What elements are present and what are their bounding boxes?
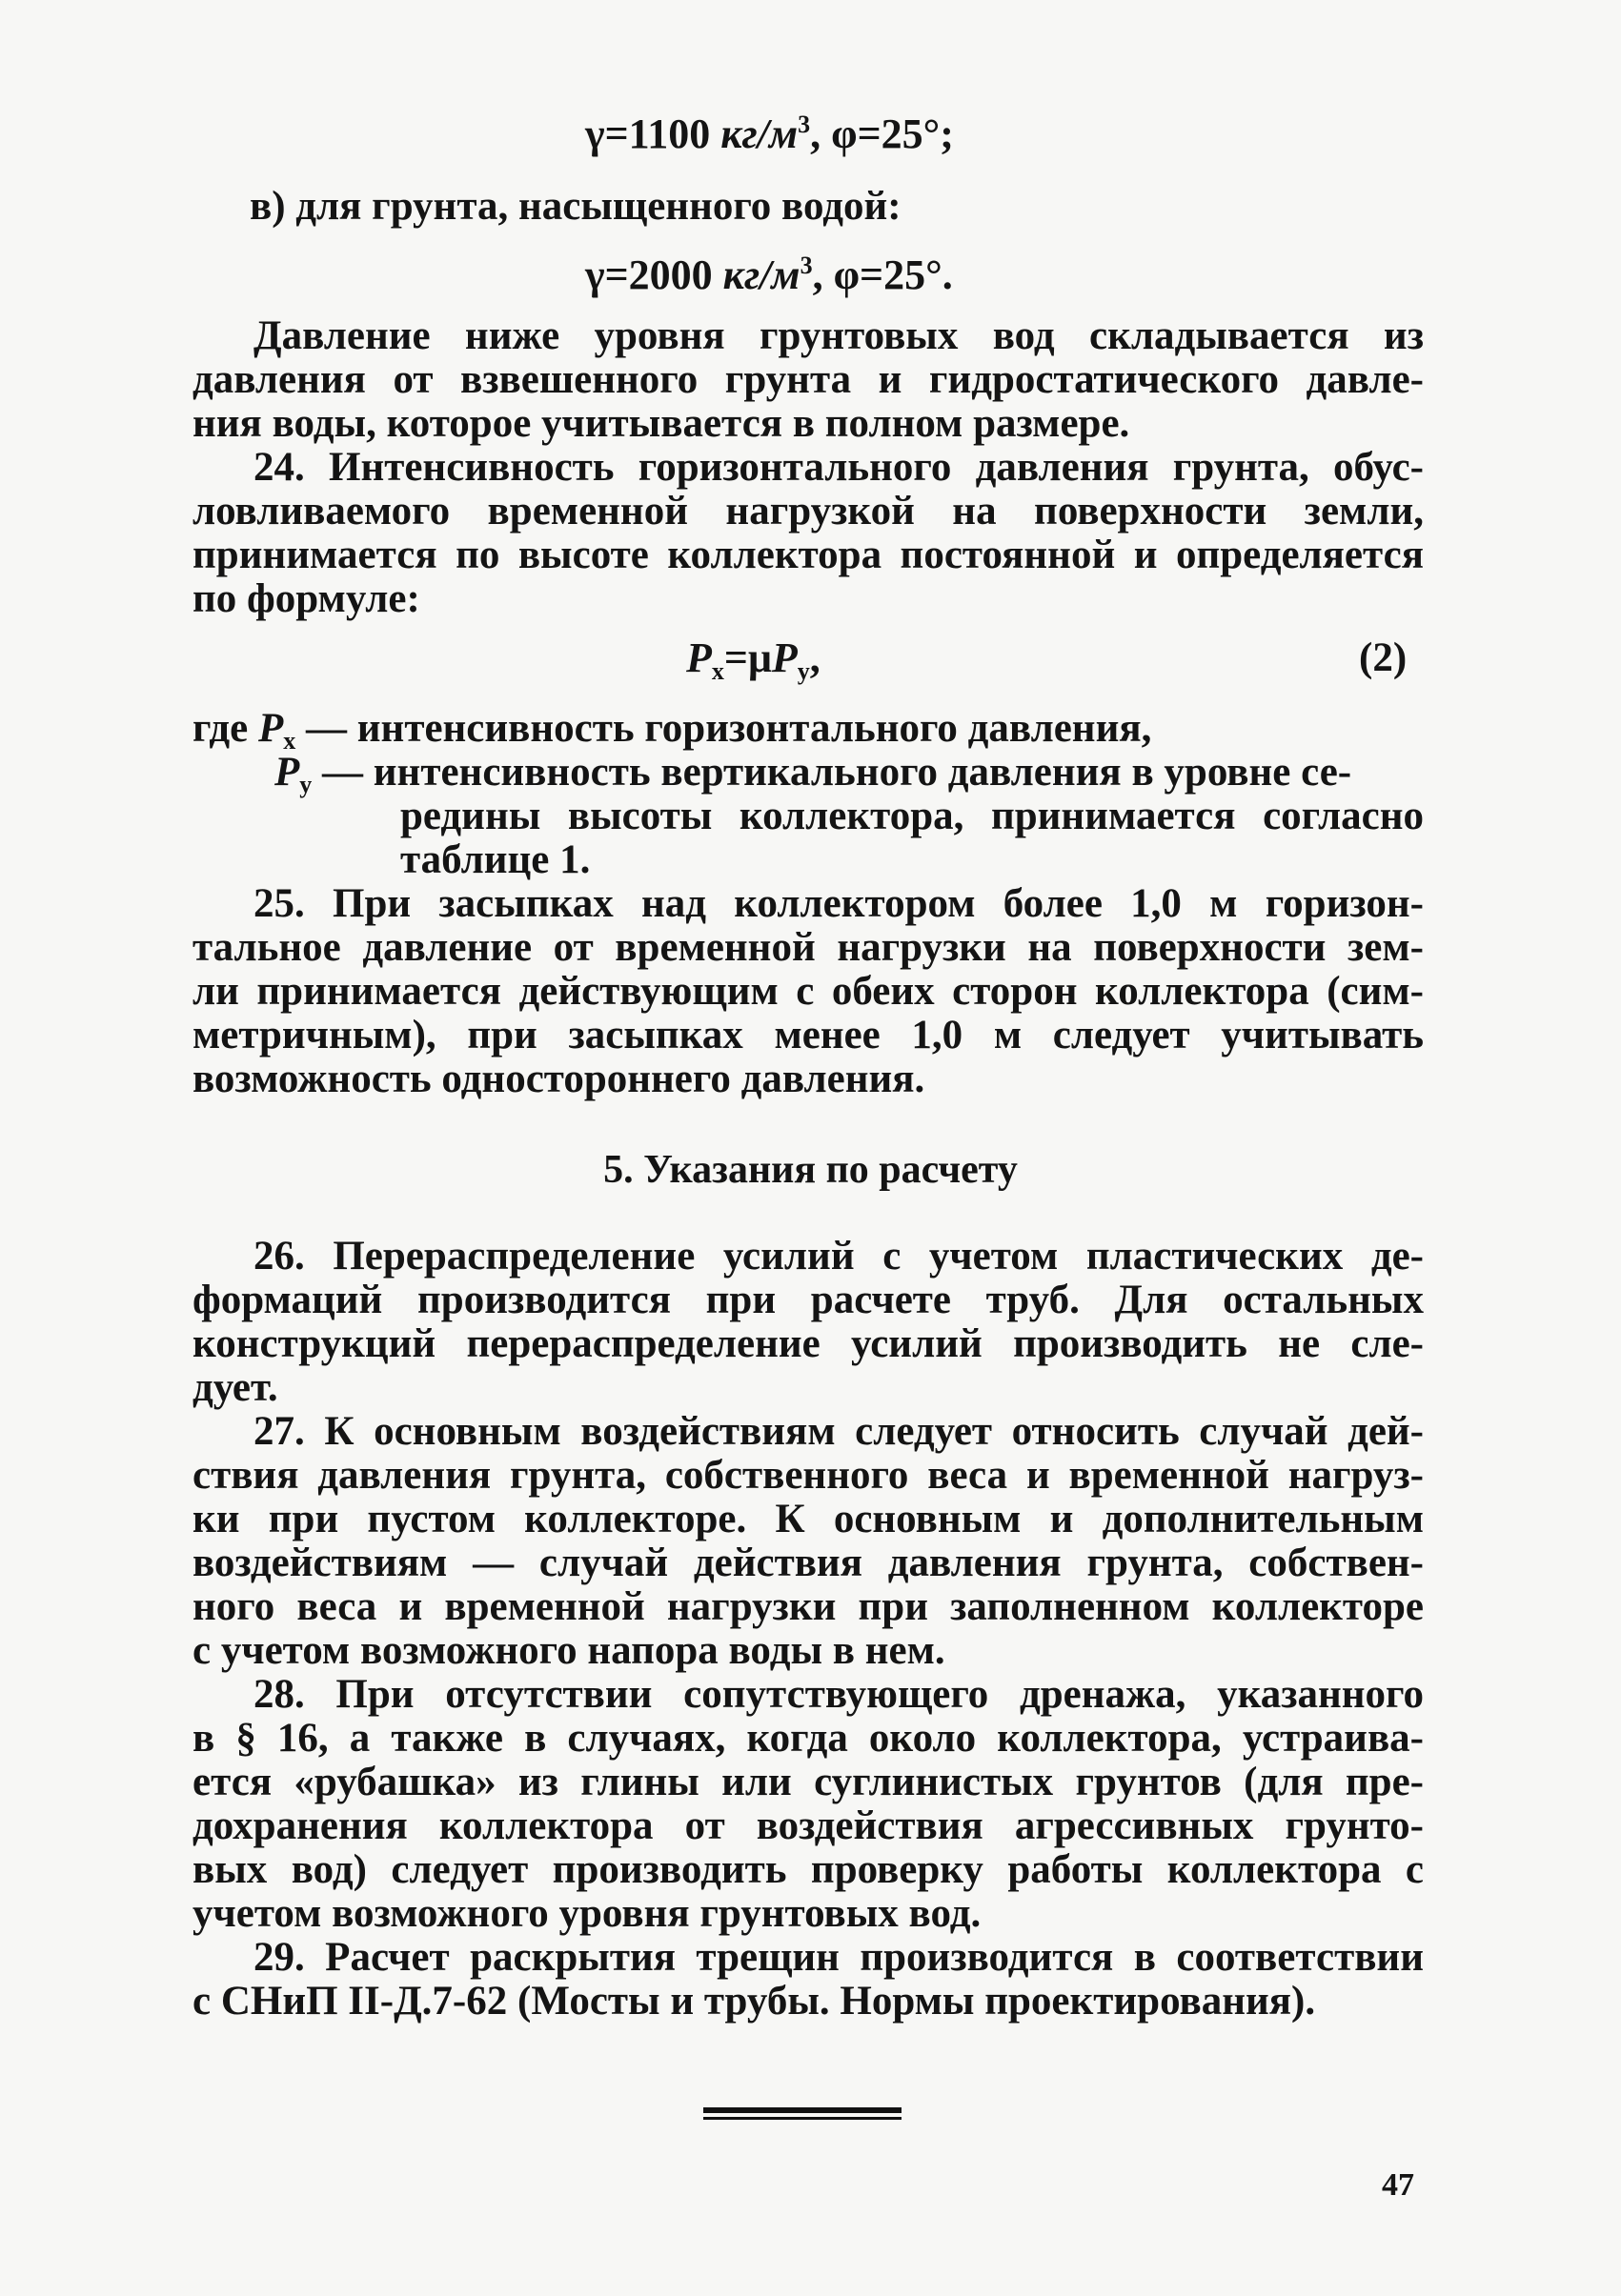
paragraph-line: ния воды, которое учитывается в полном размере. xyxy=(192,401,1130,446)
where-py-continuation: таблице 1. xyxy=(400,837,591,882)
decorative-rule xyxy=(703,2107,902,2113)
formula-punctuation: , xyxy=(809,634,821,681)
paragraph-28-line: в § 16, а также в случаях, когда около коллектора, устраива- xyxy=(192,1716,1424,1761)
where-px-line xyxy=(192,706,1152,755)
paragraph-25-line: метричным), при засыпках менее 1,0 м следует учитывать xyxy=(192,1013,1424,1057)
paragraph-line: давления от взвешенного грунта и гидростатического давле- xyxy=(192,357,1424,402)
paragraph-27-line: ного веса и временной нагрузки при заполненном коллекторе xyxy=(192,1584,1424,1629)
paragraph-26-line: конструкций перераспределение усилий производить не сле- xyxy=(192,1321,1424,1366)
paragraph-28-line: ется «рубашка» из глины или суглинистых грунтов (для пре- xyxy=(192,1760,1424,1804)
where-symbol: P xyxy=(257,706,284,751)
where-py-line xyxy=(274,750,1352,798)
paragraph-26-line: 26. Перераспределение усилий с учетом пластических де- xyxy=(253,1234,1424,1279)
paragraph-27-line: воздействиям — случай действия давления грунта, собствен- xyxy=(192,1541,1424,1585)
paragraph-line: Давление ниже уровня грунтовых вод складывается из xyxy=(253,313,1424,358)
paragraph-28-line: дохранения коллектора от воздействия агрессивных грунто- xyxy=(192,1803,1424,1848)
formula-gamma-unit: кг/м xyxy=(720,111,799,157)
paragraph-27-line: с учетом возможного напора воды в нем. xyxy=(192,1628,945,1673)
paragraph-26-line: дует. xyxy=(192,1365,278,1410)
paragraph-27-line: ки при пустом коллекторе. К основным и дополнительным xyxy=(192,1497,1424,1541)
paragraph-25-line: 25. При засыпках над коллектором более 1,0 м горизон- xyxy=(253,881,1424,926)
formula-subscript: y xyxy=(797,657,810,685)
formula-symbol: P xyxy=(686,634,712,681)
where-py-continuation: редины высоты коллектора, принимается согласно xyxy=(400,794,1424,838)
paragraph-25-line: возможность одностороннего давления. xyxy=(192,1057,925,1101)
formula-phi-value: , φ=25°; xyxy=(810,111,954,157)
where-symbol: P xyxy=(274,750,300,795)
formula-gamma-unit-exp: 3 xyxy=(798,111,811,138)
paragraph-24-line: 24. Интенсивность горизонтального давления грунта, обус- xyxy=(253,445,1424,490)
paragraph-25-line: ли принимается действующим с обеих сторон коллектора (сим- xyxy=(192,969,1424,1014)
formula-gamma-value: γ=1100 xyxy=(585,111,711,157)
formula-gamma-saturated xyxy=(585,253,953,297)
paragraph-28-line: учетом возможного уровня грунтовых вод. xyxy=(192,1891,982,1936)
paragraph-24-line: принимается по высоте коллектора постоянной и определяется xyxy=(192,533,1424,577)
formula-number: (2) xyxy=(1359,635,1408,680)
where-prefix: где xyxy=(192,706,249,751)
paragraph-29-line: с СНиП II-Д.7-62 (Мосты и трубы. Нормы проектирования). xyxy=(192,1979,1316,2024)
paragraph-29-line: 29. Расчет раскрытия трещин производится в соответствии xyxy=(253,1935,1424,1980)
section-heading: 5. Указания по расчету xyxy=(603,1148,1018,1192)
paragraph-28-line: 28. При отсутствии сопутствующего дренажа, указанного xyxy=(253,1672,1424,1717)
paragraph-27-line: 27. К основным воздействиям следует относить случай дей- xyxy=(253,1409,1424,1454)
paragraph-26-line: формаций производится при расчете труб. Для остальных xyxy=(192,1278,1424,1322)
formula-gamma-unit-exp: 3 xyxy=(800,252,813,279)
paragraph-25-line: тальное давление от временной нагрузки на поверхности зем- xyxy=(192,925,1424,970)
formula-symbol: P xyxy=(771,634,798,681)
paragraph-28-line: вых вод) следует производить проверку работы коллектора с xyxy=(192,1847,1424,1892)
formula-gamma-dry xyxy=(585,112,954,156)
formula-subscript: x xyxy=(711,657,724,685)
paragraph-24-line: по формуле: xyxy=(192,576,420,621)
formula-operator: =μ xyxy=(723,634,772,681)
formula-phi-value: , φ=25°. xyxy=(812,252,953,298)
paragraph-24-line: ловливаемого временной нагрузкой на поверхности земли, xyxy=(192,489,1424,534)
page-number: 47 xyxy=(1382,2167,1414,2203)
where-definition: — интенсивность горизонтального давления, xyxy=(306,706,1152,751)
where-definition: — интенсивность вертикального давления в уровне се- xyxy=(322,750,1352,795)
formula-gamma-unit: кг/м xyxy=(722,252,800,298)
where-subscript: y xyxy=(299,771,313,798)
where-subscript: x xyxy=(283,727,296,755)
decorative-rule xyxy=(703,2117,902,2120)
formula-2 xyxy=(686,634,821,685)
paragraph-27-line: ствия давления грунта, собственного веса и временной нагруз- xyxy=(192,1453,1424,1498)
formula-gamma-value: γ=2000 xyxy=(585,252,713,298)
item-v-text: в) для грунта, насыщенного водой: xyxy=(250,184,902,229)
